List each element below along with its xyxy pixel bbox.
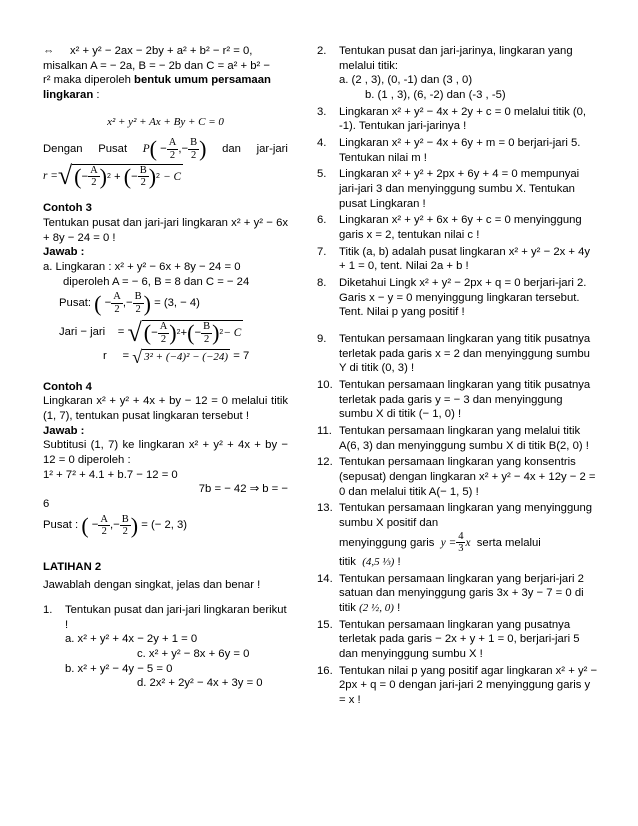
- contoh4-pusat-label: Pusat :: [43, 519, 79, 532]
- rad-a-den: 2: [91, 177, 97, 189]
- contoh4-jawab: Jawab :: [43, 424, 85, 437]
- contoh3-r-row: r = √ 3² + (−4)² − (−24) = 7: [103, 346, 250, 367]
- exercise-8-text: Diketahui Lingk x² + y² − 2px + q = 0 berjari-jari 2. Garis x − y = 0 menyinggung lingkaran tersebut. Tent. Nilai p yang positif !: [339, 277, 587, 319]
- exercise-3-text: Lingkaran x² + y² − 4x + 2y + c = 0 melalui titik (0, -1). Tentukan jari-jarinya !: [339, 105, 587, 133]
- exercise-14-bang: !: [397, 601, 401, 614]
- contoh3-question: Tentukan pusat dan jari-jari lingkaran x² + y² − 6x + 8y − 24 = 0 !: [43, 217, 288, 244]
- exercise-4-num: 4.: [317, 137, 327, 150]
- exercise-13: [317, 501, 599, 569]
- frac-b-den: 2: [190, 149, 197, 161]
- exercise-2a: a. (2 , 3), (0, -1) dan (3 , 0): [339, 74, 473, 87]
- exercise-7-text: Titik (a, b) adalah pusat lingkaran x² + y² − 2x + 4y + 1 = 0, tent. Nilai 2a + b !: [339, 245, 591, 273]
- contoh4-question: Lingkaran x² + y² + 4x + by − 12 = 0 melalui titik (1, 7), tentukan pusat lingkaran tersebut !: [43, 395, 288, 422]
- intro-paragraph: [43, 44, 288, 103]
- c4-a-den: 2: [101, 526, 107, 538]
- exercise-13-bang: !: [397, 555, 401, 568]
- exercise-9-num: 9.: [317, 333, 327, 346]
- exercise-13-line-formula: [339, 531, 599, 555]
- colon: :: [93, 89, 100, 102]
- latihan-intro: Jawablah dengan singkat, jelas dan benar !: [43, 579, 261, 592]
- contoh3-r-value: = 7: [233, 350, 250, 363]
- latihan-q1d: d. 2x² + 2y² − 4x + 3y = 0: [137, 677, 263, 690]
- frac-a-den: 2: [169, 149, 176, 161]
- rad-b-den: 2: [140, 177, 146, 189]
- c3-b-num: B: [134, 291, 142, 303]
- contoh3-a1: a. Lingkaran : x² + y² − 6x + 8y − 24 = 0: [43, 261, 241, 274]
- latihan-q1a: a. x² + y² + 4x − 2y + 1 = 0: [65, 633, 198, 646]
- exercise-10-num: 10.: [317, 379, 333, 392]
- exercise-14-num: 14.: [317, 572, 333, 585]
- contoh3-pusat-value: = (3, − 4): [154, 297, 200, 310]
- exercise-14: [317, 572, 599, 616]
- center-formula: P ( − $\frac{A}{2}$ ,− $\frac{B}{2}$ ): [142, 136, 207, 162]
- exercise-3-num: 3.: [317, 105, 327, 118]
- exercise-2-num: 2.: [317, 45, 327, 57]
- contoh3-r-label: r: [103, 350, 107, 363]
- contoh3-jawab: Jawab :: [43, 246, 85, 259]
- c3r-a-num: A: [159, 321, 168, 333]
- dengan-label: Dengan: [43, 143, 83, 156]
- center-p: P: [142, 143, 150, 156]
- frac-a-num: A: [168, 137, 177, 149]
- c3-b-den: 2: [135, 304, 141, 316]
- exercise-4-text: Lingkaran x² + y² − 4x + 6y + m = 0 berjari-jari 5. Tentukan nilai m !: [339, 137, 581, 164]
- exercise-11-text: Tentukan persamaan lingkaran yang melalui titik A(6, 3) dan menyinggung sumbu X di titik B(2, 0) !: [339, 425, 589, 452]
- general-equation: [43, 115, 288, 130]
- latihan-q1b: b. x² + y² − 4y − 5 = 0: [65, 662, 173, 675]
- contoh3-title: Contoh 3: [43, 202, 92, 215]
- contoh4-pusat-row: Pusat : ( − $\frac{A}{2}$ ,− $\frac{B}{2}$ ) = (− 2, 3): [43, 512, 188, 538]
- exercise-14-point: (2 ½, 0): [359, 601, 394, 614]
- contoh4-l3: 7b = − 42 ⇒ b = −: [198, 483, 288, 496]
- right-column: [317, 44, 599, 710]
- contoh3-pusat-row: Pusat: ( − $\frac{A}{2}$ ,− $\frac{B}{2}$ ) = (3, − 4): [59, 290, 200, 316]
- contoh4-pusat-value: = (− 2, 3): [141, 519, 188, 532]
- exercise-9-text: Tentukan persamaan lingkaran yang titik pusatnya terletak pada garis x = 2 dan menyinggung sumbu Y di titik (0, 3) !: [339, 333, 591, 375]
- exercise-7-num: 7.: [317, 245, 327, 258]
- lingkaran-word: lingkaran: [43, 89, 94, 102]
- exercise-13-y: y =: [440, 536, 457, 549]
- contoh3-jari-row: Jari − jari = √ ( − $\frac{A}{2}$ ) 2 + ( − $\frac{B}{2}$ ) 2 − C: [59, 317, 242, 347]
- contoh3-jari-label: Jari − jari: [59, 326, 106, 339]
- rad-c: − C: [163, 170, 182, 183]
- radius-r: r =: [43, 170, 58, 183]
- c4-a-num: A: [100, 513, 108, 525]
- exercise-13-point: (4,5 ⅓): [362, 555, 395, 568]
- exercise-3: [317, 105, 599, 134]
- exercise-8: [317, 276, 599, 320]
- contoh3-r-expr: 3² + (−4)² − (−24): [144, 350, 229, 363]
- intro-line3a: r² maka diperoleh: [43, 74, 135, 87]
- exercise-13-num: 13.: [317, 502, 333, 515]
- radius-formula: r = √ ( − $\frac{A}{2}$ ) 2 + ( − $\frac{B}{2}$ ) 2 − C: [43, 161, 182, 191]
- contoh4-title: Contoh 4: [43, 380, 92, 393]
- c3-a-den: 2: [114, 304, 120, 316]
- exercise-5: [317, 167, 599, 211]
- c4-b-num: B: [121, 513, 129, 525]
- exercise-16-text: Tentukan nilai p yang positif agar lingkaran x² + y² − 2px + q = 0 dengan jari-jari 2 menyinggung garis y = x !: [339, 664, 598, 706]
- equivalence-arrow: ⇔: [43, 45, 55, 57]
- center-formula-row: [43, 137, 288, 161]
- exercise-15-text: Tentukan persamaan lingkaran yang pusatnya terletak pada garis − 2x + y + 1 = 0, berjari-jari 5 dan menyinggung sumbu X !: [339, 618, 580, 660]
- exercise-2-text: Tentukan pusat dan jari-jarinya, lingkaran yang melalui titik:: [339, 45, 573, 72]
- exercise-13-text: Tentukan persamaan lingkaran yang menyinggung sumbu X positif dan: [339, 502, 593, 530]
- exercise-16-num: 16.: [317, 664, 333, 677]
- frac-b-num: B: [190, 137, 198, 149]
- exercise-5-num: 5.: [317, 168, 327, 181]
- contoh3-pusat-label: Pusat:: [59, 297, 92, 310]
- exercise-7: [317, 245, 599, 274]
- intro-line2: misalkan A = − 2a, B = − 2b dan C = a² + b² −: [43, 59, 271, 72]
- left-column: [43, 44, 288, 693]
- expanded-equation: x² + y² − 2ax − 2by + a² + b² − r² = 0,: [70, 45, 253, 57]
- exercise-15: [317, 618, 599, 662]
- rad-b-num: B: [139, 164, 147, 176]
- exercise-12-text: Tentukan persamaan lingkaran yang konsentris (sepusat) dengan lingkaran x² + y² − 4x + 12y − 2 = 0 dan melalui titik A(− 1, 5) !: [339, 456, 596, 498]
- latihan-title: LATIHAN 2: [43, 560, 102, 573]
- contoh4-l4: 6: [43, 497, 50, 510]
- exercise-11-num: 11.: [317, 425, 332, 438]
- exercise-5-text: Lingkaran x² + y² + 2px + 6y + 4 = 0 mempunyai jari-jari 3 dan menyinggung sumbu X. Tentukan pusat Lingkaran !: [339, 168, 580, 210]
- contoh3-r-eq: =: [122, 350, 130, 363]
- exercise-2: [317, 44, 599, 103]
- latihan-q1-text: Tentukan pusat dan jari-jari lingkaran berikut !: [65, 604, 287, 631]
- exercise-6-text: Lingkaran x² + y² + 6x + 6y + c = 0 menyinggung garis x = 2, tentukan nilai c !: [339, 214, 582, 242]
- exercise-4: [317, 136, 599, 165]
- exercise-6-num: 6.: [317, 214, 327, 227]
- exercise-13-serta: serta melalui: [476, 536, 541, 549]
- exercise-13-num-4: 4: [458, 530, 464, 542]
- contoh3-a2: diperoleh A = − 6, B = 8 dan C = − 24: [63, 275, 250, 288]
- bentuk-umum: bentuk umum persamaan: [134, 74, 271, 87]
- exercise-13-den-3: 3: [458, 543, 464, 555]
- latihan-q1c: c. x² + y² − 8x + 6y = 0: [137, 648, 250, 661]
- c3r-b-den: 2: [203, 333, 210, 345]
- exercise-9: [317, 332, 599, 376]
- exercise-12: [317, 455, 599, 499]
- latihan-q1: 1. Tentukan pusat dan jari-jari lingkaran berikut ! a. x² + y² + 4x − 2y + 1 = 0 c. x² + y² − 8x + 6y = 0 b. x² + y² − 4y − 5 = 0 d. 2x² + 2y² − 4x + 3y = 0: [43, 604, 287, 690]
- exercise-16: [317, 664, 599, 708]
- exercise-2b: b. (1 , 3), (6, -2) dan (-3 , -5): [365, 89, 506, 102]
- exercise-10: [317, 378, 599, 422]
- dan-label: dan: [222, 143, 241, 156]
- c3r-c: − C: [223, 326, 242, 339]
- exercise-11: [317, 424, 599, 453]
- pusat-label: Pusat: [98, 143, 128, 156]
- c3r-b-num: B: [203, 321, 211, 333]
- contoh4-l1: Subtitusi (1, 7) ke lingkaran x² + y² + 4x + by − 12 = 0 diperoleh :: [43, 439, 288, 466]
- exercise-12-num: 12.: [317, 456, 333, 469]
- exercise-13-x: x: [465, 536, 471, 549]
- exercise-6: [317, 213, 599, 242]
- exercise-14-text: Tentukan persamaan lingkaran yang berjari-jari 2 satuan dan menyinggung garis 3x + 3y − 7 = 0 di titik: [339, 572, 584, 614]
- jarjari-label: jar-jari: [256, 143, 288, 156]
- contoh3-eq-sign: =: [117, 326, 125, 339]
- exercise-8-num: 8.: [317, 277, 327, 290]
- contoh4-l2: 1² + 7² + 4.1 + b.7 − 12 = 0: [43, 468, 178, 481]
- exercise-13-menyinggung: menyinggung garis: [339, 536, 435, 549]
- general-equation-text: x² + y² + Ax + By + C = 0: [107, 115, 224, 128]
- exercise-13-titik: titik: [339, 555, 356, 568]
- c3-a-num: A: [113, 291, 121, 303]
- exercise-10-text: Tentukan persamaan lingkaran yang titik pusatnya terletak pada garis y = − 3 dan menyinggung sumbu X di titik (− 1, 0) !: [339, 379, 591, 421]
- rad-a-num: A: [90, 164, 98, 176]
- c3r-a-den: 2: [160, 333, 167, 345]
- c4-b-den: 2: [122, 526, 128, 538]
- exercise-15-num: 15.: [317, 618, 333, 631]
